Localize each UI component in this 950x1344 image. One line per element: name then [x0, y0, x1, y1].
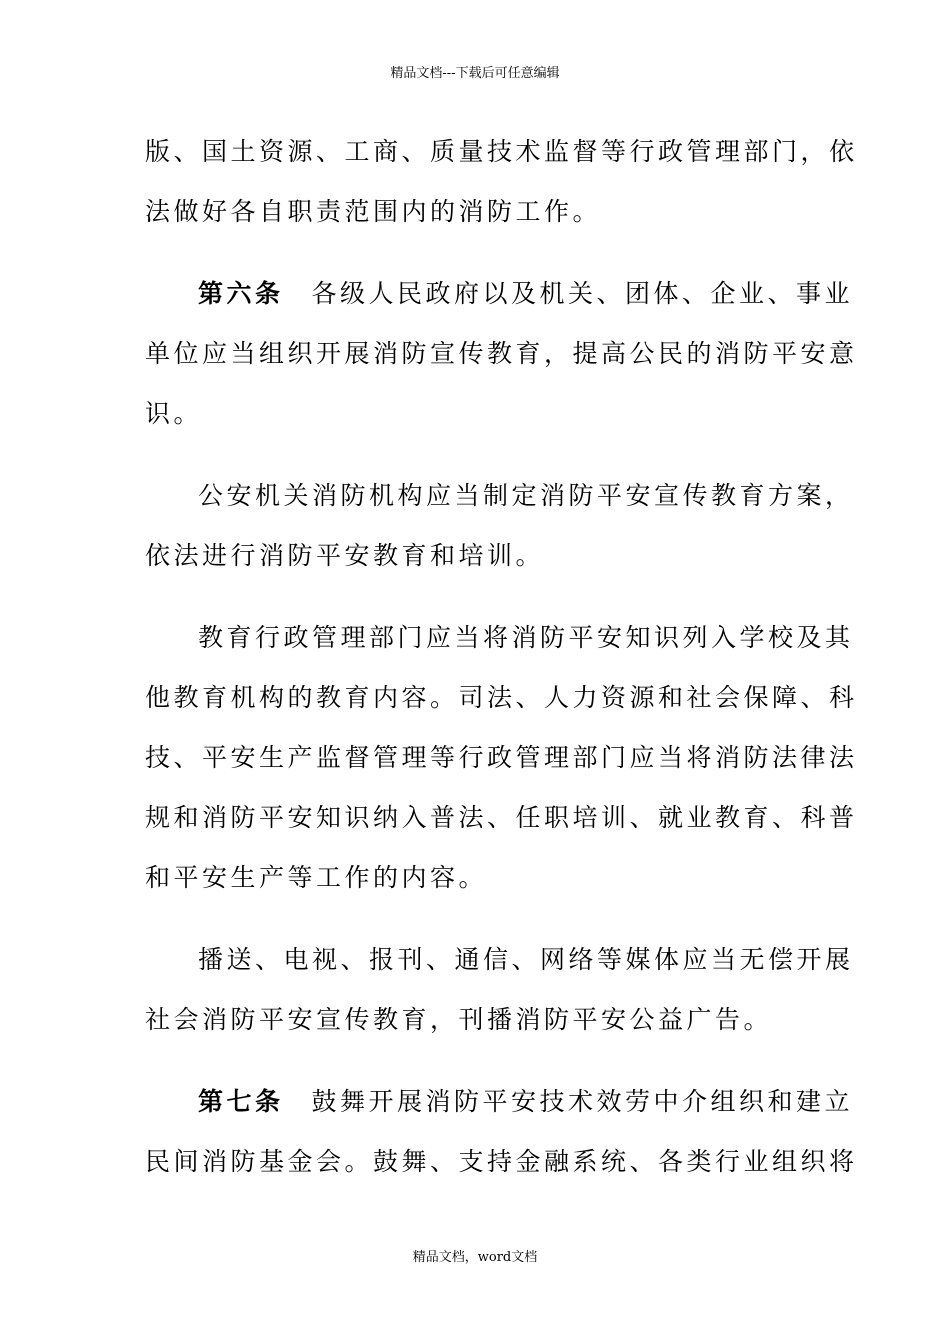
paragraph-police-fire — [145, 466, 854, 586]
article-6-text: 各级人民政府以及机关、团体、企业、事业 — [311, 279, 854, 308]
text-line: 和平安生产等工作的内容。 — [145, 863, 488, 892]
text-line: 他教育机构的教育内容。司法、人力资源和社会保障、科 — [145, 683, 858, 712]
text-line — [145, 264, 854, 324]
text-line — [145, 1072, 854, 1132]
text-line: 社会消防平安宣传教育，刊播消防平安公益广告。 — [145, 1005, 773, 1034]
paragraph-continuation — [145, 122, 858, 242]
document-body — [145, 122, 858, 1192]
text-line: 民间消防基金会。鼓舞、支持金融系统、各类行业组织将 — [145, 1147, 858, 1176]
text-line: 播送、电视、报刊、通信、网络等媒体应当无偿开展 — [198, 945, 854, 974]
text-line: 依法进行消防平安教育和培训。 — [145, 541, 545, 570]
paragraph-media — [145, 930, 854, 1050]
paragraph-education-admin — [145, 608, 858, 908]
page-header: 精品文档---下载后可任意编辑 — [390, 66, 560, 81]
article-6-paragraph — [145, 264, 858, 444]
article-6-label: 第六条 — [198, 279, 284, 308]
text-line: 法做好各自职责范围内的消防工作。 — [145, 197, 602, 226]
page-footer: 精品文档，word文档 — [412, 1250, 538, 1265]
text-line: 公安机关消防机构应当制定消防平安宣传教育方案， — [198, 481, 854, 510]
text-line: 规和消防平安知识纳入普法、任职培训、就业教育、科普 — [145, 803, 858, 832]
text-line: 单位应当组织开展消防宣传教育，提高公民的消防平安意 — [145, 339, 858, 368]
article-7-paragraph — [145, 1072, 858, 1192]
text-line: 技、平安生产监督管理等行政管理部门应当将消防法律法 — [145, 743, 858, 772]
article-7-label: 第七条 — [198, 1087, 284, 1116]
article-7-text: 鼓舞开展消防平安技术效劳中介组织和建立 — [311, 1087, 854, 1116]
text-line: 教育行政管理部门应当将消防平安知识列入学校及其 — [198, 623, 854, 652]
text-line: 版、国土资源、工商、质量技术监督等行政管理部门，依 — [145, 137, 858, 166]
text-line: 识。 — [145, 399, 203, 428]
